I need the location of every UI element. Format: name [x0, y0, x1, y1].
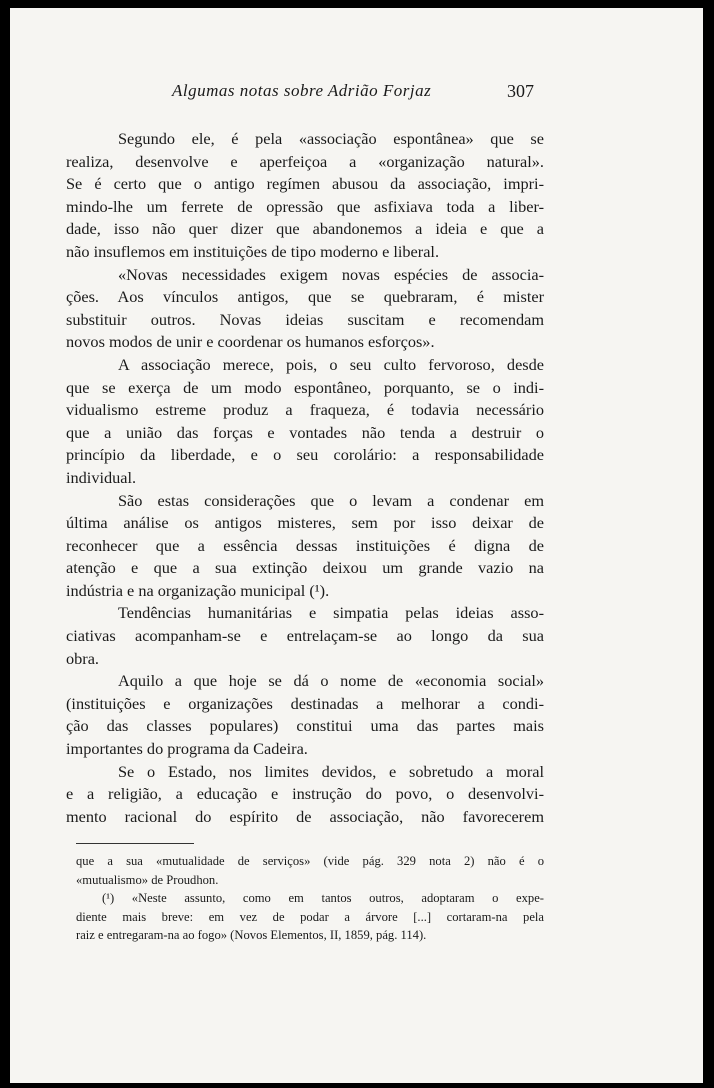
body-line: obra.: [66, 648, 99, 668]
body-line: que a união das forças e vontades não tenda a destruir o: [66, 422, 544, 442]
body-line: vidualismo estreme produz a fraqueza, é todavia necessário: [66, 400, 544, 420]
body-line: mindo-lhe um ferrete de opressão que asfixiava toda a liber-: [66, 196, 544, 216]
body-line: e a religião, a educação e instrução do povo, o desenvolvi-: [66, 784, 544, 804]
body-line: «Novas necessidades exigem novas espécies de associa-: [118, 264, 544, 284]
body-line: Se o Estado, nos limites devidos, e sobretudo a moral: [118, 761, 544, 781]
running-head: [0, 81, 714, 111]
body-line: atenção e que a sua extinção deixou um grande vazio na: [66, 558, 544, 578]
body-line: (instituições e organizações destinadas a melhorar a condi-: [66, 693, 544, 713]
body-line: dade, isso não quer dizer que abandonemos a ideia e que a: [66, 219, 544, 239]
footnotes: [76, 852, 544, 945]
body-line: São estas considerações que o levam a condenar em: [118, 490, 544, 510]
body-line: Tendências humanitárias e simpatia pelas ideias asso-: [118, 603, 544, 623]
page-number: 307: [507, 81, 534, 101]
body-line: mento racional do espírito de associação, não favorecerem: [66, 806, 544, 826]
body-line: indústria e na organização municipal (¹).: [66, 580, 330, 600]
body-line: Segundo ele, é pela «associação espontânea» que se: [118, 129, 544, 148]
body-line: ções. Aos vínculos antigos, que se quebraram, é mister: [66, 287, 544, 307]
footnote-line: raiz e entregaram-na ao fogo» (Novos Elementos, II, 1859, pág. 114).: [76, 928, 427, 943]
body-line: importantes do programa da Cadeira.: [66, 739, 308, 759]
footnote-line: «mutualismo» de Proudhon.: [76, 872, 219, 887]
body-line: ção das classes populares) constitui uma das partes mais: [66, 716, 544, 736]
body-line: novos modos de unir e coordenar os humanos esforços».: [66, 332, 435, 352]
body-line: A associação merece, pois, o seu culto fervoroso, desde: [118, 354, 544, 374]
body-line: reconhecer que a essência dessas instituições é digna de: [66, 535, 544, 555]
body-line: que se exerça de um modo espontâneo, porquanto, se o indi-: [66, 377, 544, 397]
footnote-rule: [76, 843, 194, 844]
body-line: Se é certo que o antigo regímen abusou da associação, impri-: [66, 174, 544, 194]
body-line: Aquilo a que hoje se dá o nome de «economia social»: [118, 671, 544, 691]
footnote-line: diente mais breve: em vez de podar a árvore [...] cortaram-na pela: [76, 909, 544, 924]
running-title: Algumas notas sobre Adrião Forjaz: [172, 81, 432, 100]
body-line: princípio da liberdade, e o seu corolário: a responsabilidade: [66, 445, 544, 465]
body-line: não insuflemos em instituições de tipo moderno e liberal.: [66, 241, 440, 261]
body-line: ciativas acompanham-se e entrelaçam-se ao longo da sua: [66, 626, 544, 646]
footnote-line: (¹) «Neste assunto, como em tantos outros, adoptaram o expe-: [102, 891, 544, 906]
body-line: última análise os antigos misteres, sem por isso deixar de: [66, 513, 544, 533]
body-line: individual.: [66, 467, 137, 487]
body-line: substituir outros. Novas ideias suscitam e recomendam: [66, 309, 544, 329]
body-text: [66, 128, 544, 828]
body-line: realiza, desenvolve e aperfeiçoa a «organização natural».: [66, 151, 544, 171]
footnote-line: que a sua «mutualidade de serviços» (vide pág. 329 nota 2) não é o: [76, 854, 544, 868]
